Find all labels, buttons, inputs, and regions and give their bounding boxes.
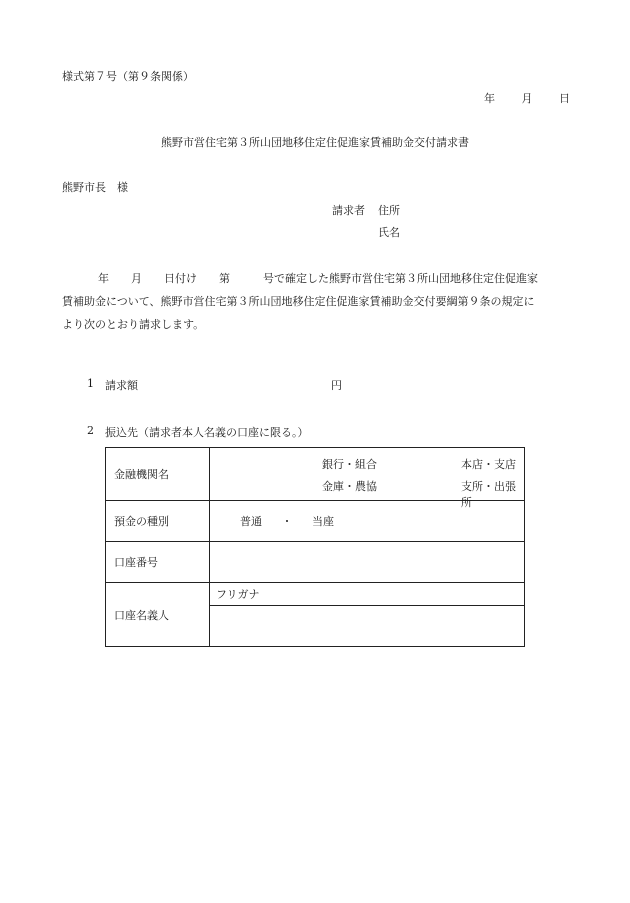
- holder-label: 口座名義人: [106, 583, 210, 647]
- deposit-type-label: 預金の種別: [106, 501, 210, 542]
- furigana-label: フリガナ: [216, 588, 260, 601]
- amount-label: 請求額: [105, 379, 138, 392]
- institution-cell[interactable]: [210, 448, 525, 509]
- body-line-2: 賃補助金について、熊野市営住宅第３所山団地移住定住促進家賃補助金交付要綱第９条の規定に: [62, 295, 535, 308]
- amount-number: 1: [87, 377, 94, 390]
- recipient: 熊野市長 様: [62, 181, 128, 194]
- body-paragraph: [62, 267, 570, 336]
- inst-option-bank: 銀行・組合: [322, 458, 377, 471]
- date-year-label: 年: [484, 92, 495, 105]
- transfer-number: 2: [87, 424, 94, 437]
- claimant-label: 請求者: [332, 204, 365, 217]
- branch-option-sub: 支所・出張所: [461, 480, 516, 509]
- institution-label: 金融機関名: [106, 448, 210, 501]
- account-number-field[interactable]: [210, 542, 525, 583]
- deposit-current: 当座: [312, 515, 334, 528]
- date-line: [484, 90, 570, 106]
- inst-option-shinkin: 金庫・農協: [322, 480, 377, 493]
- body-line-1: 年 月 日付け 第 号で確定した熊野市営住宅第３所山団地移住定住促進家: [98, 272, 538, 285]
- form-number: 様式第７号（第９条関係）: [62, 70, 194, 83]
- date-month-label: 月: [521, 92, 533, 105]
- amount-item: [87, 377, 342, 393]
- branch-option-main: 本店・支店: [461, 458, 516, 471]
- furigana-field[interactable]: [210, 583, 525, 606]
- claimant-block: [332, 200, 400, 244]
- claimant-name-label: 氏名: [378, 226, 400, 239]
- document-title: 熊野市営住宅第３所山団地移住定住促進家賃補助金交付請求書: [161, 136, 469, 149]
- date-day-label: 日: [559, 92, 570, 105]
- bank-account-table: [105, 447, 525, 647]
- deposit-normal: 普通: [240, 515, 262, 528]
- transfer-item: [87, 424, 309, 440]
- body-line-3: より次のとおり請求します。: [62, 318, 205, 331]
- amount-unit: 円: [331, 379, 342, 392]
- transfer-label: 振込先（請求者本人名義の口座に限る。）: [105, 426, 309, 439]
- holder-name-field[interactable]: [210, 606, 525, 647]
- claimant-address-label: 住所: [378, 204, 400, 217]
- account-number-label: 口座番号: [106, 542, 210, 583]
- deposit-separator: ・: [281, 515, 293, 528]
